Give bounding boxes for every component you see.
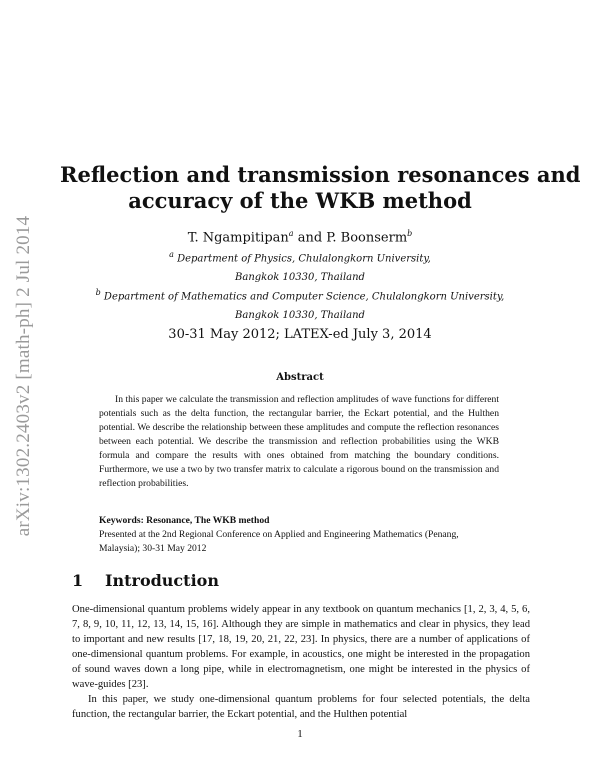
affiliation-b: [60, 283, 540, 325]
author-1: T. Ngampitipan: [187, 230, 289, 246]
author-1-mark: a: [288, 229, 294, 238]
keywords-block: [99, 514, 499, 556]
paragraph-2: In this paper, we study one-dimensional quantum problems for four selected potentials, the delta function, the rectangular barrier, the Eckart potential, and the Hulthen potential: [72, 694, 530, 720]
section-title: Introduction: [105, 571, 219, 590]
section-number: 1: [72, 571, 84, 590]
title-line-1: Reflection and transmission resonances and: [60, 162, 581, 187]
affiliation-b-line-1: Department of Mathematics and Computer Science, Chulalongkorn University,: [103, 291, 505, 303]
abstract-text: In this paper we calculate the transmission and reflection amplitudes of wave functions for different potentials such as the delta function, the rectangular barrier, the Eckart potential, and the Hulthen potential. We describe the relationship between these amplitudes and compute the reflection resonances between each potential. We describe the transmission and reflection probabilities using the WKB formula and compare the results with ones obtained from matching the boundary conditions. Furthermore, we use a two by two transfer matrix to calculate a rigorous bound on the transmission and reflection probabilities.: [99, 394, 499, 489]
affiliation-a-line-2: Bangkok 10330, Thailand: [235, 272, 365, 284]
author-list: [60, 229, 540, 245]
arxiv-identifier: arXiv:1302.2403v2 [math-ph] 2 Jul 2014: [13, 215, 34, 537]
page-number: 1: [297, 728, 303, 740]
affiliation-b-line-2: Bangkok 10330, Thailand: [235, 310, 365, 322]
body-text: [72, 602, 530, 722]
affiliation-b-mark: b: [95, 288, 101, 297]
keywords-label: Keywords: Resonance, The WKB method: [99, 515, 270, 526]
abstract-heading: Abstract: [276, 372, 324, 383]
section-heading: [72, 571, 219, 590]
paper-title: [60, 162, 581, 214]
affiliation-a-line-1: Department of Physics, Chulalongkorn University,: [177, 253, 431, 265]
affiliation-a: [60, 245, 540, 287]
conference-note: Presented at the 2nd Regional Conference on Applied and Engineering Mathematics (Penang, Malaysia); 30-31 May 2012: [99, 529, 459, 554]
author-2-mark: b: [407, 229, 413, 238]
paper-date: 30-31 May 2012; LATEX-ed July 3, 2014: [168, 327, 432, 342]
arxiv-sidebar: [0, 0, 48, 776]
title-line-2: accuracy of the WKB method: [128, 188, 472, 213]
paragraph-1: One-dimensional quantum problems widely appear in any textbook on quantum mechanics [1, 2, 3, 4, 5, 6, 7, 8, 9, 10, 11, 12, 13, 14, 15, 16]. Although they are simple in mathematics and clear in physics, they lead to important and new results [17, 18, 19, 20, 21, 22, 23]. In physics, there are a number of applications of one-dimensional quantum problems. For example, in acoustics, one might be interested in the propagation of sound waves down a long pipe, while in electromagnetism, one might be interested in the physics of wave-guides [23].: [72, 604, 530, 690]
author-2: and P. Boonserm: [297, 230, 408, 246]
affiliation-a-mark: a: [169, 250, 174, 259]
